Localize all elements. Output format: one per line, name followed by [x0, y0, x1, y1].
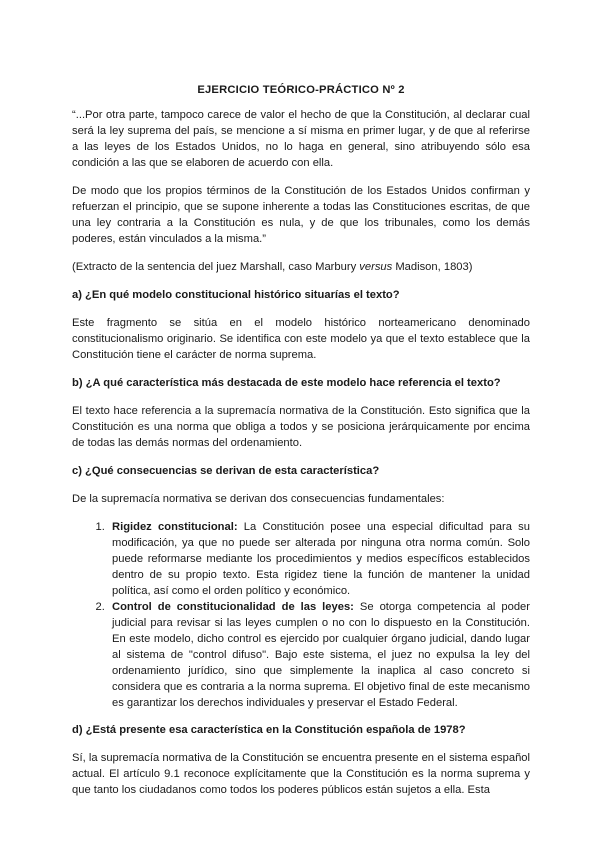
- question-b: b) ¿A qué característica más destacada de este modelo hace referencia el texto?: [72, 377, 501, 389]
- consequences-list: [72, 519, 530, 711]
- source-post: Madison, 1803): [392, 261, 473, 273]
- list-item-control: [108, 599, 530, 711]
- list-item-term: Control de constitucionalidad de las leyes:: [112, 601, 354, 613]
- list-item-term: Rigidez constitucional:: [112, 521, 238, 533]
- quote-paragraph-2: De modo que los propios términos de la Constitución de los Estados Unidos confirman y refuerzan el principio, que se supone inherente a todas las Constituciones escritas, de que una ley contraria a la Constitución es nula, y de que los tribunales, como los demás poderes, están vinculados a la misma.”: [72, 185, 530, 245]
- question-d: d) ¿Está presente esa característica en la Constitución española de 1978?: [72, 724, 466, 736]
- answer-a: Este fragmento se sitúa en el modelo histórico norteamericano denominado constitucionalismo originario. Se identifica con este modelo ya que el texto establece que la Constitución tiene el carácter de norma suprema.: [72, 317, 530, 361]
- document-title: EJERCICIO TEÓRICO-PRÁCTICO Nº 2: [197, 84, 405, 96]
- answer-b: El texto hace referencia a la supremacía normativa de la Constitución. Esto significa que la Constitución es una norma que obliga a todos y se posiciona jerárquicamente por encima de todas las demás normas del ordenamiento.: [72, 405, 530, 449]
- source-pre: (Extracto de la sentencia del juez Marshall, caso Marbury: [72, 261, 360, 273]
- list-item-rigidez: [108, 519, 530, 599]
- list-item-text: La Constitución posee una especial dificultad para su modificación, ya que no puede ser alterada por ninguna otra norma común. Solo puede reformarse mediante los procedimientos y medios específicos establecidos dentro de su propio texto. Esta rigidez tiene la función de mantener la unidad política, así como el orden político y económico.: [112, 521, 530, 597]
- answer-d: Sí, la supremacía normativa de la Constitución se encuentra presente en el sistema español actual. El artículo 9.1 reconoce explícitamente que la Constitución es la norma suprema y que tanto los ciudadanos como todos los poderes públicos están sujetos a ella. Esta: [72, 752, 530, 796]
- quote-source: [72, 259, 530, 275]
- list-item-text: Se otorga competencia al poder judicial para revisar si las leyes cumplen o no con lo dispuesto en la Constitución. En este modelo, dicho control es ejercido por cualquier órgano judicial, dando lugar al sistema de "control difuso". Bajo este sistema, el juez no expulsa la ley del ordenamiento jurídico, sino que simplemente la inaplica al caso concreto si considera que es contraria a la norma suprema. El objetivo final de este mecanismo es garantizar los derechos individuales y preservar el Estado Federal.: [112, 601, 531, 709]
- source-versus: versus: [359, 261, 393, 273]
- question-a: a) ¿En qué modelo constitucional histórico situarías el texto?: [72, 289, 400, 301]
- answer-c-intro: De la supremacía normativa se derivan dos consecuencias fundamentales:: [72, 493, 445, 505]
- question-c: c) ¿Qué consecuencias se derivan de esta característica?: [72, 465, 380, 477]
- quote-paragraph-1: “...Por otra parte, tampoco carece de valor el hecho de que la Constitución, al declarar cual será la ley suprema del país, se mencione a sí misma en primer lugar, y de que al referirse a las leyes de los Estados Unidos, no lo haga en general, sino atribuyendo sólo esa condición a las que se elaboren de acuerdo con ella.: [72, 109, 530, 169]
